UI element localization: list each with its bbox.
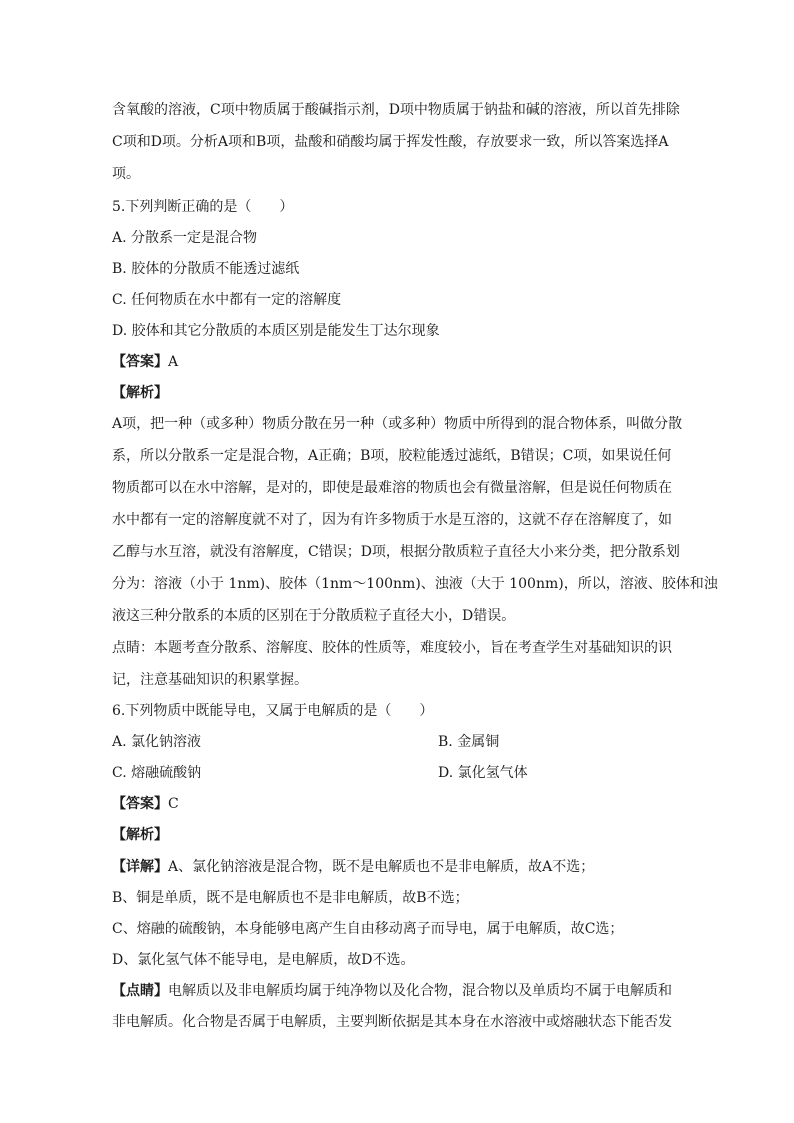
text-line: D、氯化氢气体不能导电，是电解质，故D不选。 — [112, 952, 415, 968]
question-6-stem: 6.下列物质中既能导电，又属于电解质的是（ ） — [112, 703, 434, 719]
point-line: 【点睛】电解质以及非电解质均属于纯净物以及化合物，混合物以及单质均不属于电解质和 — [112, 983, 672, 999]
answer-label: 【答案】 — [112, 796, 168, 812]
analysis-label: 【解析】 — [112, 827, 168, 843]
option-c: C. 任何物质在水中都有一定的溶解度 — [112, 292, 342, 308]
text-line: A项，把一种（或多种）物质分散在另一种（或多种）物质中所得到的混合物体系，叫做分散 — [112, 416, 683, 432]
detail-label: 【详解】 — [112, 859, 168, 875]
text-line: 液这三种分散系的本质的区别在于分散质粒子直径大小，D错误。 — [112, 608, 516, 624]
option-d: D. 氯化氢气体 — [438, 765, 528, 781]
option-b: B. 胶体的分散质不能透过滤纸 — [112, 261, 300, 277]
text-line: 非电解质。化合物是否属于电解质，主要判断依据是其本身在水溶液中或熔融状态下能否发 — [112, 1014, 672, 1030]
text-line: 物质都可以在水中溶解，是对的，即使是最难溶的物质也会有微量溶解，但是说任何物质在 — [112, 480, 672, 496]
text-line: 记，注意基础知识的积累掌握。 — [112, 672, 308, 688]
text-line: 乙醇与水互溶，就没有溶解度，C错误；D项，根据分散质粒子直径大小来分类，把分散系划 — [112, 544, 680, 560]
question-5-stem: 5.下列判断正确的是（ ） — [112, 199, 294, 215]
text-line: 含氧酸的溶液，C项中物质属于酸碱指示剂，D项中物质属于钠盐和碱的溶液，所以首先排除 — [112, 102, 680, 118]
text-line: B、铜是单质，既不是电解质也不是非电解质，故B不选； — [112, 890, 469, 906]
analysis-label: 【解析】 — [112, 385, 168, 401]
answer-label: 【答案】 — [112, 354, 168, 370]
text-line: 点睛：本题考查分散系、溶解度、胶体的性质等，难度较小，旨在考查学生对基础知识的识 — [112, 640, 672, 656]
option-c: C. 熔融硫酸钠 — [112, 765, 202, 781]
option-a: A. 氯化钠溶液 — [112, 734, 202, 750]
text-line: 水中都有一定的溶解度就不对了，因为有许多物质于水是互溶的，这就不存在溶解度了，如 — [112, 512, 672, 528]
option-b: B. 金属铜 — [438, 734, 500, 750]
option-d: D. 胶体和其它分散质的本质区别是能发生丁达尔现象 — [112, 323, 440, 339]
text-line: C项和D项。分析A项和B项，盐酸和硝酸均属于挥发性酸，存放要求一致，所以答案选择A — [112, 134, 669, 150]
text-line: 分为：溶液（小于 1nm)、胶体（1nm～100nm)、浊液（大于 100nm)，所以，溶液、胶体和浊 — [112, 576, 718, 592]
answer-line — [112, 794, 692, 814]
text-line: C、熔融的硫酸钠，本身能够电离产生自由移动离子而导电，属于电解质，故C选； — [112, 921, 624, 937]
text-line: 项。 — [112, 166, 140, 182]
answer-line — [112, 352, 692, 372]
option-a: A. 分散系一定是混合物 — [112, 230, 258, 246]
answer-value: C — [168, 796, 179, 812]
text-line: 系，所以分散系一定是混合物，A正确；B项，胶粒能透过滤纸，B错误；C项，如果说任何 — [112, 448, 672, 464]
detail-line: 【详解】A、氯化钠溶液是混合物，既不是电解质也不是非电解质，故A不选； — [112, 859, 595, 875]
answer-value: A — [168, 354, 179, 370]
point-label: 【点睛】 — [112, 983, 168, 999]
